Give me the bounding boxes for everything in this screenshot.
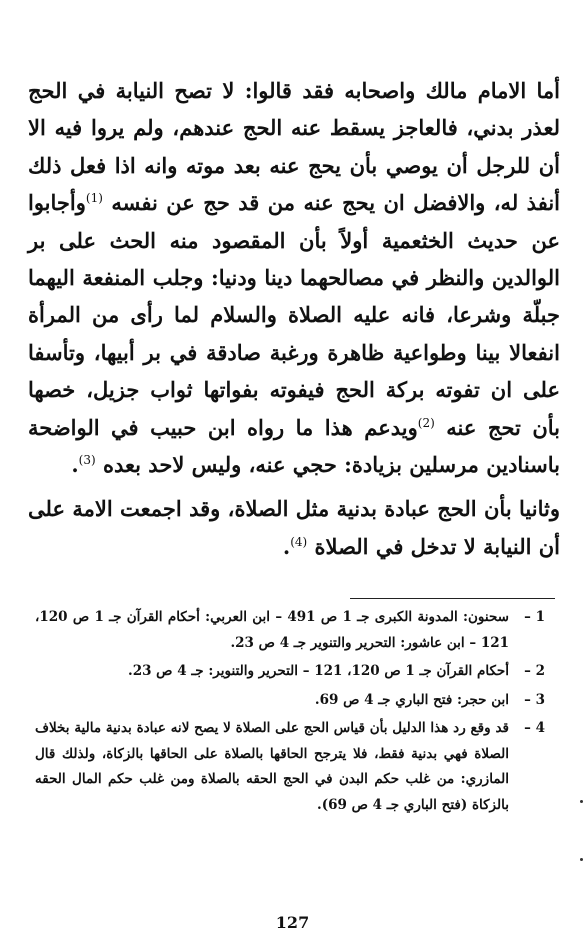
footnote-ref-3: (3): [78, 453, 96, 468]
scan-speck: [580, 858, 583, 861]
paragraph-2-text-1: وثانيا بأن الحج عبادة بدنية مثل الصلاة، وقد اجمعت الامة على أن النيابة لا تدخل في الصلاة: [28, 496, 560, 559]
footnote-4-number: 4 –: [524, 720, 545, 736]
paragraph-1: [28, 72, 560, 483]
main-text: [28, 72, 560, 565]
page-number: 127: [275, 913, 310, 932]
footnote-1-number: 1 –: [524, 609, 545, 625]
scan-speck: [580, 800, 583, 803]
footnote-3-number: 3 –: [524, 691, 545, 708]
footnote-2-number: 2 –: [524, 663, 545, 679]
footnote-separator: [350, 598, 555, 599]
footnotes: [35, 605, 545, 818]
footnote-ref-4: (4): [290, 534, 308, 549]
paragraph-1-text-3: ويدعم هذا ما رواه ابن حبيب في الواضحة باسنادين مرسلين بزيادة: حجي عنه، وليس لاحد بعده: [28, 414, 560, 478]
footnote-3: [35, 688, 545, 714]
footnote-1-text: سحنون: المدونة الكبرى جـ 1 ص 491 – ابن العربي: أحكام القرآن جـ 1 ص 120، 121 – ابن عاشور: التحرير والتنوير جـ 4 ص 23.: [35, 609, 509, 651]
footnote-ref-1: (1): [85, 191, 103, 206]
paragraph-1-text-2: وأجابوا عن حديث الخثعمية أولاً بأن المقصود منه الحث على بر الوالدين والنظر في مصالحهما دينا ودنيا: وجلب المنفعة اليهما جبلّة وشرعا، فانه عليه الصلاة والسلام لما رأى من المرأة انفعالا بينا وطواعية ظاهرة ورغبة صادقة في بر أبيها، وتأسفا على ان تفوته بركة الحج فيفوته بفواتها ثواب جزيل، خصها بأن تحج عنه: [28, 190, 561, 440]
paragraph-1-text-1: أما الامام مالك واصحابه فقد قالوا: لا تصح النيابة في الحج لعذر بدني، فالعاجز يسقط عنه الحج عندهم، ولم يروا فيه الا أن للرجل أن يوصي بأن يحج عنه بعد موته وانه اذا فعل ذلك أنفذ له، والافضل ان يحج عنه من قد حج عن نفسه: [28, 78, 561, 216]
footnote-1: [35, 605, 545, 656]
footnote-2-text: أحكام القرآن جـ 1 ص 120، 121 – التحرير والتنوير: جـ 4 ص 23.: [127, 663, 509, 679]
paragraph-2: [28, 490, 560, 565]
footnote-4: [35, 716, 545, 818]
footnote-4-text: قد وقع رد هذا الدليل بأن قياس الحج على الصلاة لا يصح لانه عبادة بدنية مالية بخلاف الصلاة فهي بدنية فقط، فلا يترجح الحاقها بالصلاة على الحاقها بالزكاة، ولذلك قال المازري: من غلب حكم البدن في الحج الحقه بالصلاة ومن غلب حكم المال الحقه بالزكاة (فتح الباري جـ 4 ص 69).: [35, 720, 509, 813]
footnote-2: [35, 659, 545, 685]
footnote-3-text: ابن حجر: فتح الباري جـ 4 ص 69.: [314, 691, 509, 708]
paragraph-2-text-2: .: [282, 533, 291, 559]
footnote-ref-2: (2): [417, 415, 435, 430]
paragraph-1-text-4: .: [71, 452, 79, 478]
